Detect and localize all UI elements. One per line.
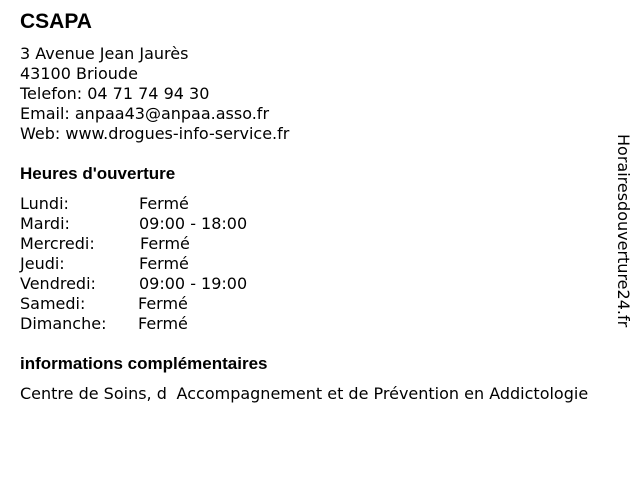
email-address: Email: anpaa43@anpaa.asso.fr — [20, 104, 270, 123]
hours-value: Fermé — [138, 314, 188, 333]
day-label: Lundi: — [20, 194, 69, 213]
hours-value: 09:00 - 18:00 — [139, 214, 248, 233]
address-block — [20, 44, 289, 144]
info-heading: informations complémentaires — [20, 354, 268, 373]
site-watermark: Horairesdouverture24.fr — [614, 134, 633, 328]
day-label: Mardi: — [20, 214, 70, 233]
hours-heading: Heures d'ouverture — [20, 164, 176, 183]
day-label: Jeudi: — [20, 254, 65, 273]
opening-hours-list — [20, 194, 320, 334]
hours-row-vendredi — [20, 274, 320, 294]
city: 43100 Brioude — [20, 64, 138, 83]
hours-row-samedi — [20, 294, 320, 314]
hours-value: Fermé — [139, 194, 189, 213]
street-address: 3 Avenue Jean Jaurès — [20, 44, 189, 63]
page-title: CSAPA — [20, 10, 92, 33]
hours-row-mercredi — [20, 234, 320, 254]
hours-row-jeudi — [20, 254, 320, 274]
day-label: Mercredi: — [20, 234, 95, 253]
day-label: Samedi: — [20, 294, 86, 313]
hours-value: 09:00 - 19:00 — [139, 274, 248, 293]
website: Web: www.drogues-info-service.fr — [20, 124, 290, 143]
day-label: Vendredi: — [20, 274, 96, 293]
hours-value: Fermé — [140, 234, 190, 253]
hours-value: Fermé — [138, 294, 188, 313]
day-label: Dimanche: — [20, 314, 107, 333]
hours-row-mardi — [20, 214, 320, 234]
hours-value: Fermé — [139, 254, 189, 273]
info-description: Centre de Soins, dAccompagnement et de Prévention en Addictologie — [20, 384, 589, 403]
hours-row-dimanche — [20, 314, 320, 334]
hours-row-lundi — [20, 194, 320, 214]
phone-number: Telefon: 04 71 74 94 30 — [20, 84, 210, 103]
